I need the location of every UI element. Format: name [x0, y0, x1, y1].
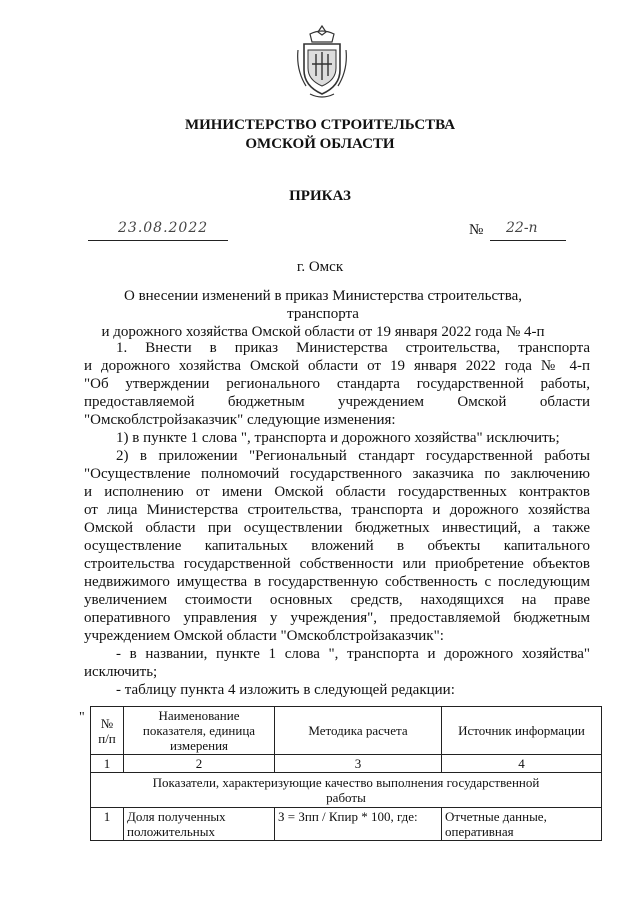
- body-line: 1) в пункте 1 слова ", транспорта и дорожного хозяйства" исключить;: [116, 430, 560, 446]
- order-subject: [94, 287, 552, 341]
- body-line: "Об утверждении регионального стандарта государственной работы,: [84, 376, 590, 392]
- body-line: осуществление капитальных вложений в объекты капитального: [84, 538, 590, 554]
- body-line: и исполнению от имени Омской области государственных контрактов: [84, 484, 590, 500]
- column-number-cell: 2: [124, 755, 275, 773]
- body-line: Омской области при осуществлении бюджетных инвестиций, а также: [84, 520, 590, 536]
- subject-line-2: и дорожного хозяйства Омской области от 19 января 2022 года № 4-п: [101, 324, 545, 340]
- document-title: ПРИКАЗ: [289, 188, 351, 204]
- column-number-cell: 4: [442, 755, 602, 773]
- number-label: №: [469, 222, 484, 238]
- body-line: увеличением стоимости основных средств, находящихся на праве: [84, 592, 590, 608]
- table-section-row: [91, 773, 602, 808]
- header-cell-number: № п/п: [91, 707, 124, 755]
- body-line: и дорожного хозяйства Омской области от 19 января 2022 года № 4-п: [84, 358, 590, 374]
- row-number-cell: 1: [91, 808, 124, 841]
- body-line: - в названии, пункте 1 слова ", транспорта и дорожного хозяйства": [116, 646, 590, 662]
- ministry-name-line-2: ОМСКОЙ ОБЛАСТИ: [245, 136, 395, 152]
- handwritten-date: 23.08.2022: [118, 220, 209, 236]
- header-cell-method: Методика расчета: [275, 707, 442, 755]
- subject-line-1: О внесении изменений в приказ Министерства строительства, транспорта: [123, 288, 522, 322]
- body-line: учреждением Омской области "Омскоблстройзаказчик":: [84, 628, 444, 644]
- body-line: недвижимого имущества в государственную собственность с последующим: [84, 574, 590, 590]
- table-column-numbers-row: [91, 755, 602, 773]
- column-number-cell: 3: [275, 755, 442, 773]
- body-line: 2) в приложении "Региональный стандарт государственной работы: [116, 448, 590, 464]
- indicators-table: [90, 706, 602, 841]
- body-line: предоставляемой бюджетным учреждением Омской области: [84, 394, 590, 410]
- header-cell-source: Источник информации: [442, 707, 602, 755]
- section-title-cell: Показатели, характеризующие качество выполнения государственной работы: [91, 773, 602, 808]
- table-row: [91, 808, 602, 841]
- body-line: - таблицу пункта 4 изложить в следующей редакции:: [116, 682, 455, 698]
- body-line: "Осуществление полномочий государственного заказчика по заключению: [84, 466, 590, 482]
- body-line: оперативного управления у учреждения", предоставляемой бюджетным: [84, 610, 590, 626]
- row-name-cell: Доля полученных положительных: [124, 808, 275, 841]
- coat-of-arms-emblem: [296, 24, 348, 100]
- handwritten-number: 22-п: [506, 220, 538, 236]
- table-open-quote: ": [79, 710, 85, 725]
- column-number-cell: 1: [91, 755, 124, 773]
- body-line: 1. Внести в приказ Министерства строительства, транспорта: [116, 340, 590, 356]
- body-line: "Омскоблстройзаказчик" следующие изменения:: [84, 412, 396, 428]
- table-header-row: [91, 707, 602, 755]
- ministry-name-line-1: МИНИСТЕРСТВО СТРОИТЕЛЬСТВА: [184, 117, 456, 133]
- row-source-cell: Отчетные данные, оперативная: [442, 808, 602, 841]
- header-cell-name: Наименование показателя, единица измерения: [124, 707, 275, 755]
- city-name: г. Омск: [296, 259, 344, 275]
- body-line: от лица Министерства строительства, транспорта и дорожного хозяйства: [84, 502, 590, 518]
- body-line: строительства государственной собственности или приобретение объектов: [84, 556, 590, 572]
- row-method-cell: З = Зпп / Кпир * 100, где:: [275, 808, 442, 841]
- body-line: исключить;: [84, 664, 158, 680]
